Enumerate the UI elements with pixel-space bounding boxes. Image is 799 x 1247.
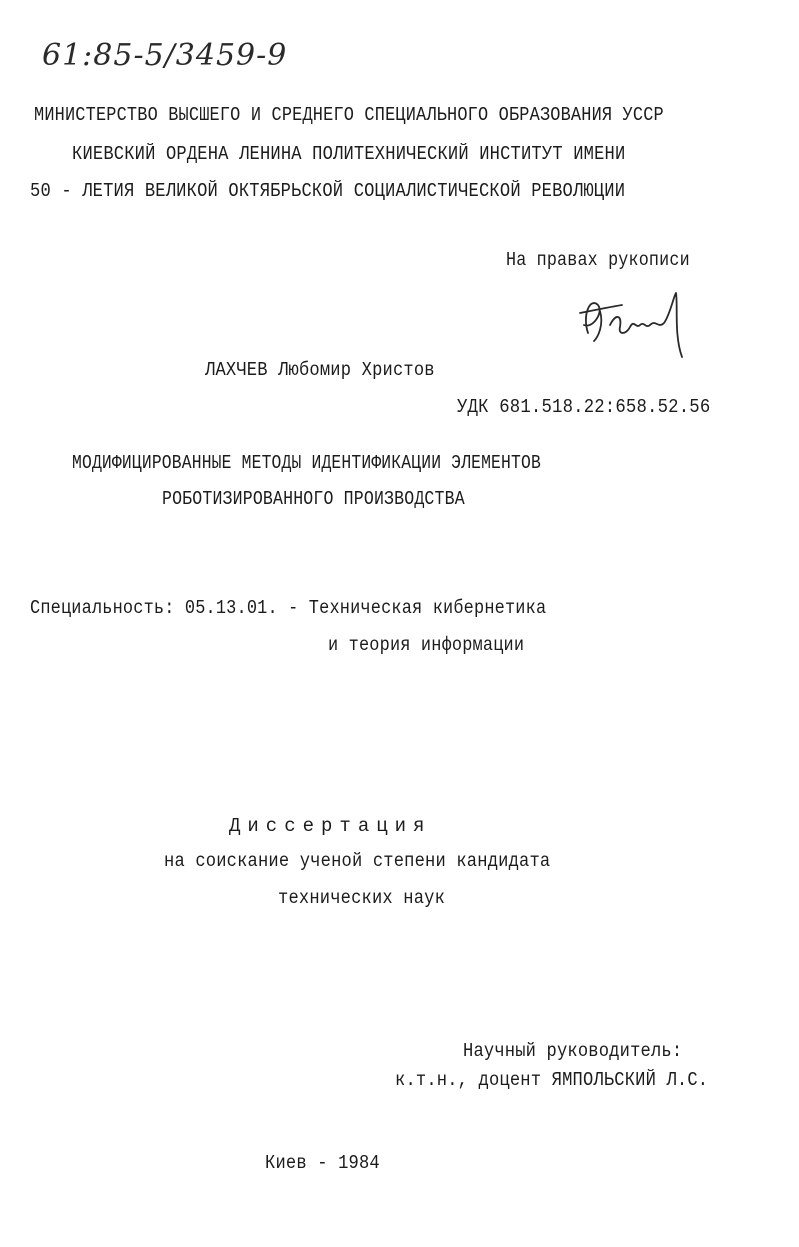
udc-code xyxy=(457,396,735,418)
header-institute-name xyxy=(30,180,691,202)
specialty-line1 xyxy=(30,597,610,619)
thesis-degree-line1-text: на соискание ученой степени кандидата xyxy=(164,850,551,872)
author-name-text: ЛАХЧЕВ Любомир Христов xyxy=(205,359,435,381)
specialty-line2 xyxy=(328,634,548,656)
archive-number: 61:85-5/3459-9 xyxy=(42,38,288,73)
supervisor-name xyxy=(395,1069,743,1091)
specialty-line1-text: Специальность: 05.13.01. - Техническая кибернетика xyxy=(30,597,547,619)
header-institute-name-text: 50 - ЛЕТИЯ ВЕЛИКОЙ ОКТЯБРЬСКОЙ СОЦИАЛИСТИЧЕСКОЙ РЕВОЛЮЦИИ xyxy=(30,180,626,202)
thesis-degree-line2-text: технических наук xyxy=(278,887,446,909)
header-institute xyxy=(72,143,687,165)
rights-note xyxy=(506,249,715,271)
supervisor-label xyxy=(463,1040,707,1062)
thesis-title-line2-text: РОБОТИЗИРОВАННОГО ПРОИЗВОДСТВА xyxy=(162,488,465,510)
footer-city-year-text: Киев - 1984 xyxy=(265,1152,380,1174)
supervisor-name-text: к.т.н., доцент ЯМПОЛЬСКИЙ Л.С. xyxy=(395,1069,709,1091)
thesis-degree-line1 xyxy=(164,850,593,872)
thesis-degree-line2 xyxy=(278,887,464,909)
thesis-title-line1 xyxy=(72,452,617,474)
thesis-title-line2 xyxy=(162,488,510,510)
author-name xyxy=(205,359,460,381)
thesis-type: Диссертация xyxy=(229,815,432,837)
udc-code-text: УДК 681.518.22:658.52.56 xyxy=(457,396,711,418)
header-institute-text: КИЕВСКИЙ ОРДЕНА ЛЕНИНА ПОЛИТЕХНИЧЕСКИЙ ИНСТИТУТ ИМЕНИ xyxy=(72,143,626,165)
footer-city-year xyxy=(265,1152,393,1174)
specialty-line2-text: и теория информации xyxy=(328,634,525,656)
header-ministry xyxy=(34,104,742,126)
supervisor-label-text: Научный руководитель: xyxy=(463,1040,683,1062)
header-ministry-text: МИНИСТЕРСТВО ВЫСШЕГО И СРЕДНЕГО СПЕЦИАЛЬНОГО ОБРАЗОВАНИЯ УССР xyxy=(34,104,664,126)
thesis-title-line1-text: МОДИФИЦИРОВАННЫЕ МЕТОДЫ ИДЕНТИФИКАЦИИ ЭЛЕМЕНТОВ xyxy=(72,452,541,474)
rights-note-text: На правах рукописи xyxy=(506,249,690,271)
author-signature xyxy=(570,285,700,367)
